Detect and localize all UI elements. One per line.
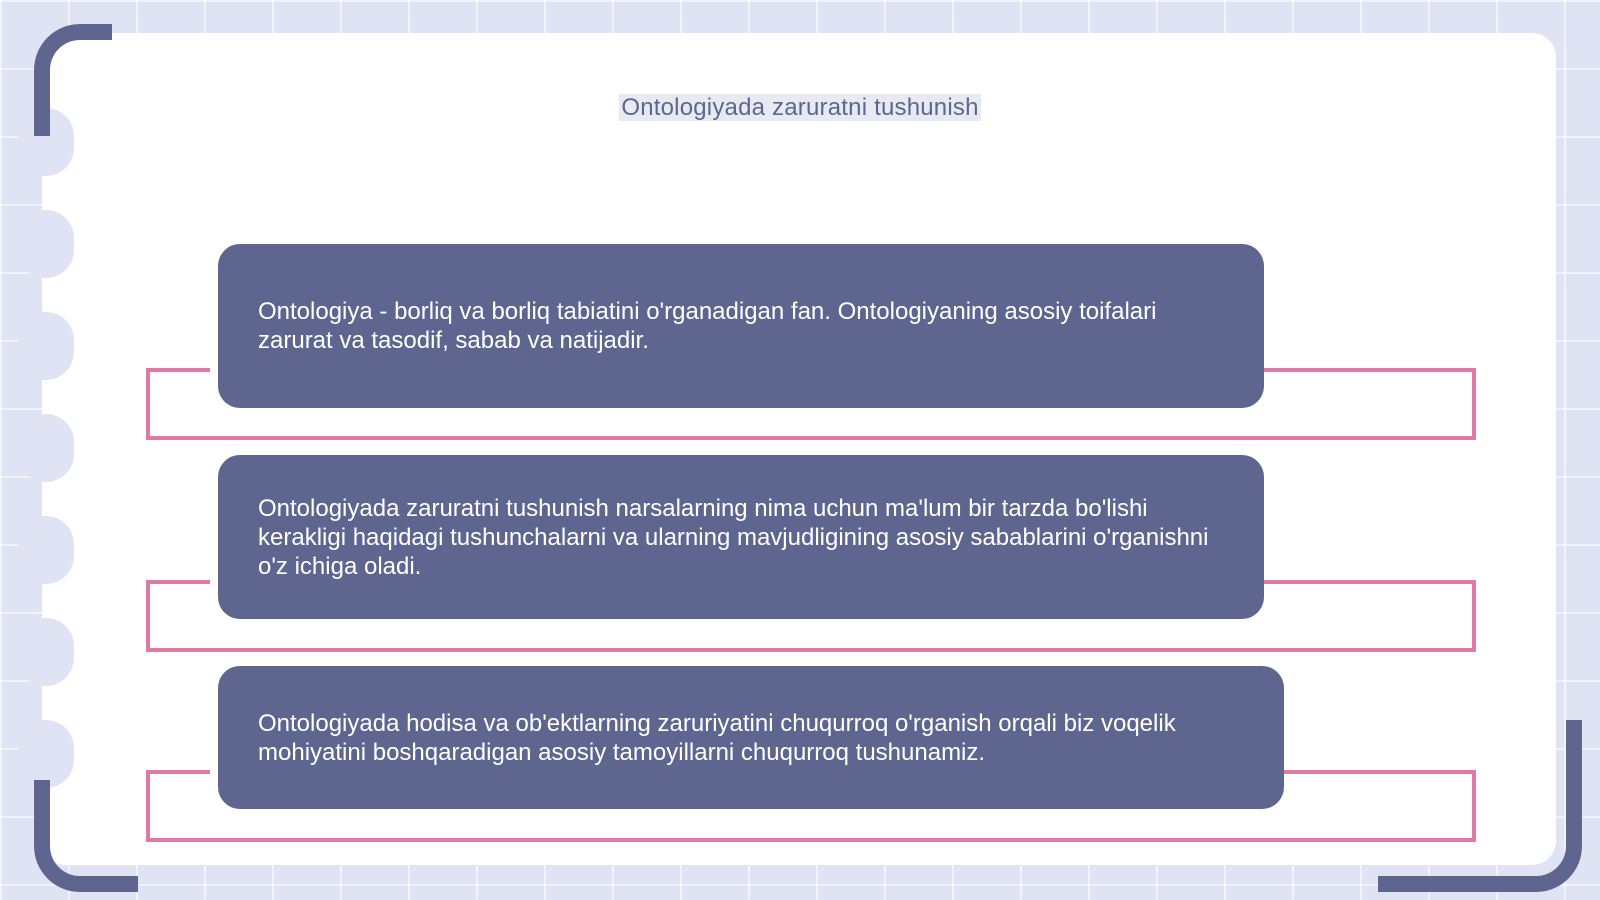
sheet-notch bbox=[18, 720, 74, 788]
content-card bbox=[218, 244, 1264, 408]
sheet-notch bbox=[18, 618, 74, 686]
corner-bracket-bottom-left bbox=[34, 780, 138, 892]
sheet-notch bbox=[18, 414, 74, 482]
sheet-notch bbox=[18, 210, 74, 278]
content-card bbox=[218, 666, 1284, 809]
sheet-notch bbox=[18, 516, 74, 584]
card-text: Ontologiyada zaruratni tushunish narsalarning nima uchun ma'lum bir tarzda bo'lishi kerakligi haqidagi tushunchalarni va ularning mavjudligining asosiy sabablarini o'rganishni o'z ichiga oladi. bbox=[258, 494, 1209, 580]
card-text: Ontologiya - borliq va borliq tabiatini o'rganadigan fan. Ontologiyaning asosiy toifalari zarurat va tasodif, sabab va natijadir. bbox=[258, 298, 1157, 354]
slide-title bbox=[0, 94, 1600, 122]
sheet-notch bbox=[18, 312, 74, 380]
card-text: Ontologiyada hodisa va ob'ektlarning zaruriyatini chuqurroq o'rganish orqali biz voqelik mohiyatini boshqaradigan asosiy tamoyillarni chuqurroq tushunamiz. bbox=[258, 709, 1176, 766]
content-card bbox=[218, 455, 1264, 619]
slide-title-text: Ontologiyada zaruratni tushunish bbox=[621, 94, 979, 121]
